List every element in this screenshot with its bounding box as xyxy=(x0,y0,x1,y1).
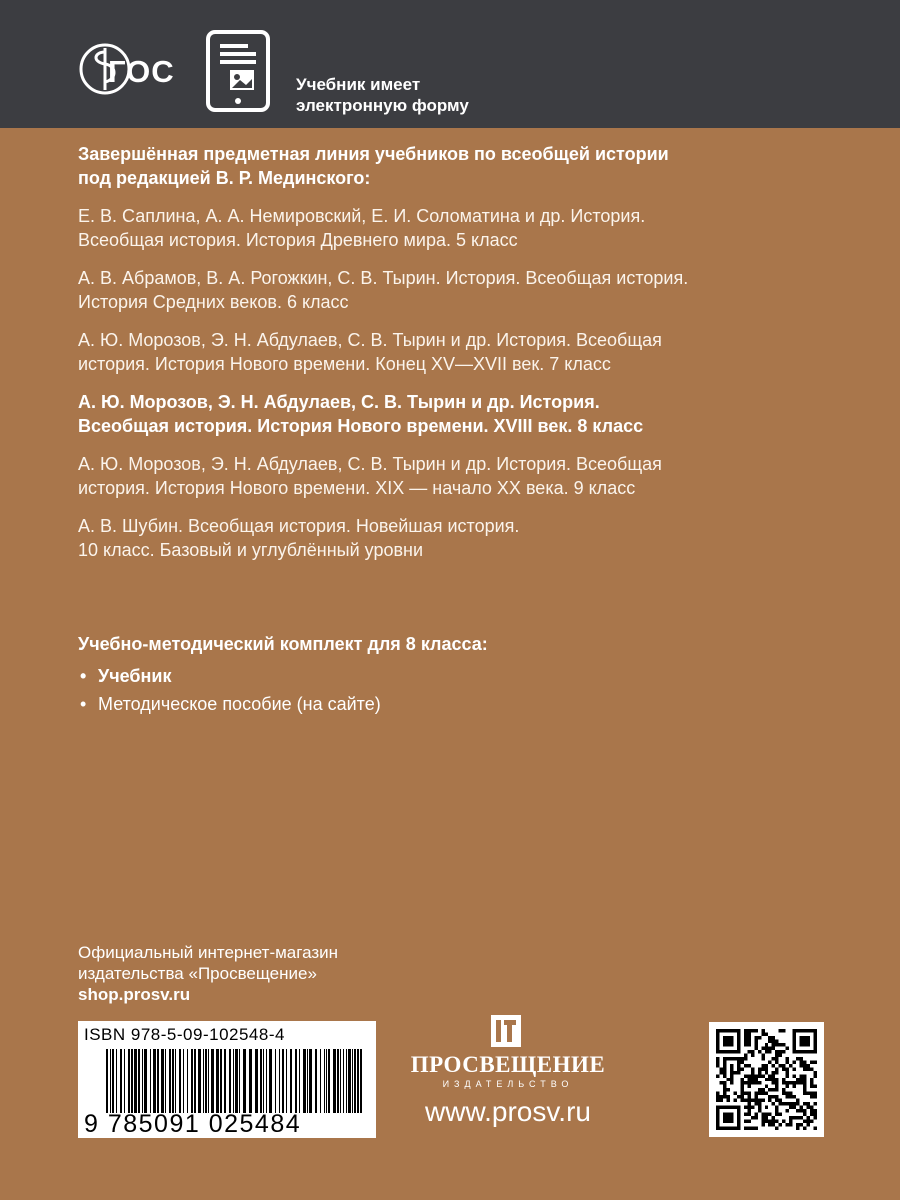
shop-line-2: издательства «Просвещение» xyxy=(78,964,317,983)
book-line-1: А. Ю. Морозов, Э. Н. Абдулаев, С. В. Тырин и др. История. xyxy=(78,392,600,412)
book-line-1: А. В. Абрамов, В. А. Рогожкин, С. В. Тырин. История. Всеобщая история. xyxy=(78,268,689,288)
book-entry-grade-10 xyxy=(78,514,838,562)
publisher-logo-icon xyxy=(490,1014,522,1048)
book-line-1: А. Ю. Морозов, Э. Н. Абдулаев, С. В. Тырин и др. История. Всеобщая xyxy=(78,330,662,350)
book-line-2: история. История Нового времени. Конец XV—XVII век. 7 класс xyxy=(78,354,611,374)
top-band xyxy=(0,0,900,128)
shop-url-link[interactable]: shop.prosv.ru xyxy=(78,985,191,1004)
electronic-form-note xyxy=(296,74,469,116)
publisher-url-link[interactable]: www.prosv.ru xyxy=(425,1096,591,1127)
kit-item-textbook: • Учебник xyxy=(78,664,838,688)
book-entry-grade-6 xyxy=(78,266,838,314)
book-line-2: 10 класс. Базовый и углублённый уровни xyxy=(78,540,424,560)
barcode-icon xyxy=(106,1049,368,1113)
electronic-form-line-2: электронную форму xyxy=(296,96,469,115)
publisher-name: ПРОСВЕЩЕНИЕ xyxy=(410,1052,606,1077)
book-entry-grade-8-current xyxy=(78,390,838,438)
isbn-label: ISBN 978-5-09-102548-4 xyxy=(84,1025,285,1044)
series-content xyxy=(78,142,838,720)
kit-item-methodical-guide: • Методическое пособие (на сайте) xyxy=(78,692,838,716)
kit-title: Учебно-методический комплект для 8 класса: xyxy=(78,634,488,654)
tablet-icon xyxy=(206,30,270,112)
kit-list xyxy=(78,664,838,716)
online-shop-info xyxy=(78,942,338,1005)
barcode-digits: 9 785091 025484 xyxy=(84,1110,302,1138)
book-line-2: история. История Нового времени. XIX — начало XX века. 9 класс xyxy=(78,478,636,498)
book-entry-grade-5 xyxy=(78,204,838,252)
book-line-2: Всеобщая история. История Древнего мира. 5 класс xyxy=(78,230,518,250)
series-title-line-2: под редакцией В. Р. Мединского: xyxy=(78,168,371,188)
book-line-1: А. Ю. Морозов, Э. Н. Абдулаев, С. В. Тырин и др. История. Всеобщая xyxy=(78,454,662,474)
qr-code-icon xyxy=(716,1029,817,1130)
book-line-1: А. В. Шубин. Всеобщая история. Новейшая история. xyxy=(78,516,520,536)
qr-code[interactable] xyxy=(709,1022,824,1137)
book-line-2: Всеобщая история. История Нового времени. XVIII век. 8 класс xyxy=(78,416,644,436)
electronic-form-line-1: Учебник имеет xyxy=(296,75,421,94)
book-entry-grade-9 xyxy=(78,452,838,500)
fgos-label: ГОС xyxy=(108,54,175,89)
book-line-1: Е. В. Саплина, А. А. Немировский, Е. И. Соломатина и др. История. xyxy=(78,206,646,226)
book-entry-grade-7 xyxy=(78,328,838,376)
publisher-subtitle: ИЗДАТЕЛЬСТВО xyxy=(442,1079,574,1089)
series-title xyxy=(78,142,838,190)
book-line-2: История Средних веков. 6 класс xyxy=(78,292,349,312)
isbn-barcode-box xyxy=(78,1021,376,1138)
shop-line-1: Официальный интернет-магазин xyxy=(78,943,339,962)
series-title-line-1: Завершённая предметная линия учебников по всеобщей истории xyxy=(78,144,669,164)
